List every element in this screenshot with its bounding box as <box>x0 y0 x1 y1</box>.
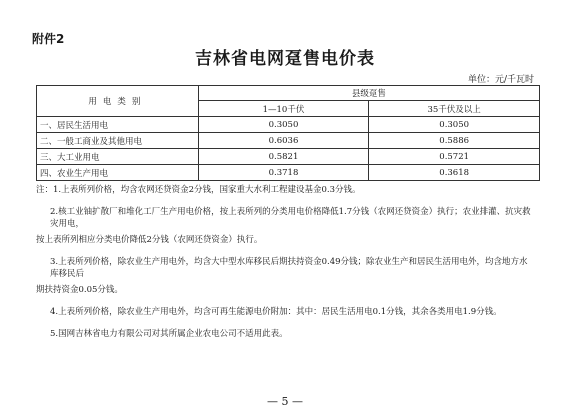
note-1: 注：1.上表所列价格，均含农网还贷资金2分钱，国家重大水利工程建设基金0.3分钱。 <box>36 185 361 195</box>
price-table <box>36 85 540 181</box>
row-value-35kv: 0.5886 <box>369 133 540 149</box>
unit-label: 单位：元/千瓦时 <box>467 75 534 85</box>
document-title: 吉林省电网趸售电价表 <box>195 49 375 69</box>
table-row <box>37 149 540 165</box>
page-number: — 5 — <box>267 395 303 408</box>
attachment-label: 附件2 <box>32 32 65 46</box>
row-category: 四、农业生产用电 <box>37 165 199 181</box>
row-value-35kv: 0.3618 <box>369 165 540 181</box>
row-value-35kv: 0.3050 <box>369 117 540 133</box>
header-col-1-10kv: 1—10千伏 <box>198 101 369 117</box>
note-3: 3.上表所列价格，除农业生产用电外，均含大中型水库移民后期扶持资金0.49分钱；除农业生产和居民生活用电外，均含地方水库移民后 <box>50 257 528 279</box>
header-county: 县级趸售 <box>198 86 539 101</box>
row-category: 一、居民生活用电 <box>37 117 199 133</box>
row-value-1-10kv: 0.3050 <box>198 117 369 133</box>
row-value-1-10kv: 0.5821 <box>198 149 369 165</box>
note-2-continued: 按上表所列相应分类电价降低2分钱（农网还贷资金）执行。 <box>36 235 263 245</box>
row-value-1-10kv: 0.6036 <box>198 133 369 149</box>
table-row <box>37 133 540 149</box>
row-value-1-10kv: 0.3718 <box>198 165 369 181</box>
notes-section <box>36 184 536 350</box>
table-row <box>37 165 540 181</box>
note-2: 2.核工业铀扩散厂和堆化工厂生产用电价格，按上表所列的分类用电价格降低1.7分钱（农网还贷资金）执行；农业排灌、抗灾救灾用电， <box>50 207 531 229</box>
header-col-35kv: 35千伏及以上 <box>369 101 540 117</box>
note-3-continued: 期扶持资金0.05分钱。 <box>36 285 123 295</box>
row-category: 三、大工业用电 <box>37 149 199 165</box>
table-row <box>37 117 540 133</box>
note-4: 4.上表所列价格，除农业生产用电外，均含可再生能源电价附加：其中：居民生活用电0.1分钱，其余各类用电1.9分钱。 <box>50 307 502 317</box>
row-value-35kv: 0.5721 <box>369 149 540 165</box>
header-category: 用电类别 <box>37 86 199 117</box>
row-category: 二、一般工商业及其他用电 <box>37 133 199 149</box>
note-5: 5.国网吉林省电力有限公司对其所属企业农电公司不适用此表。 <box>50 329 288 339</box>
